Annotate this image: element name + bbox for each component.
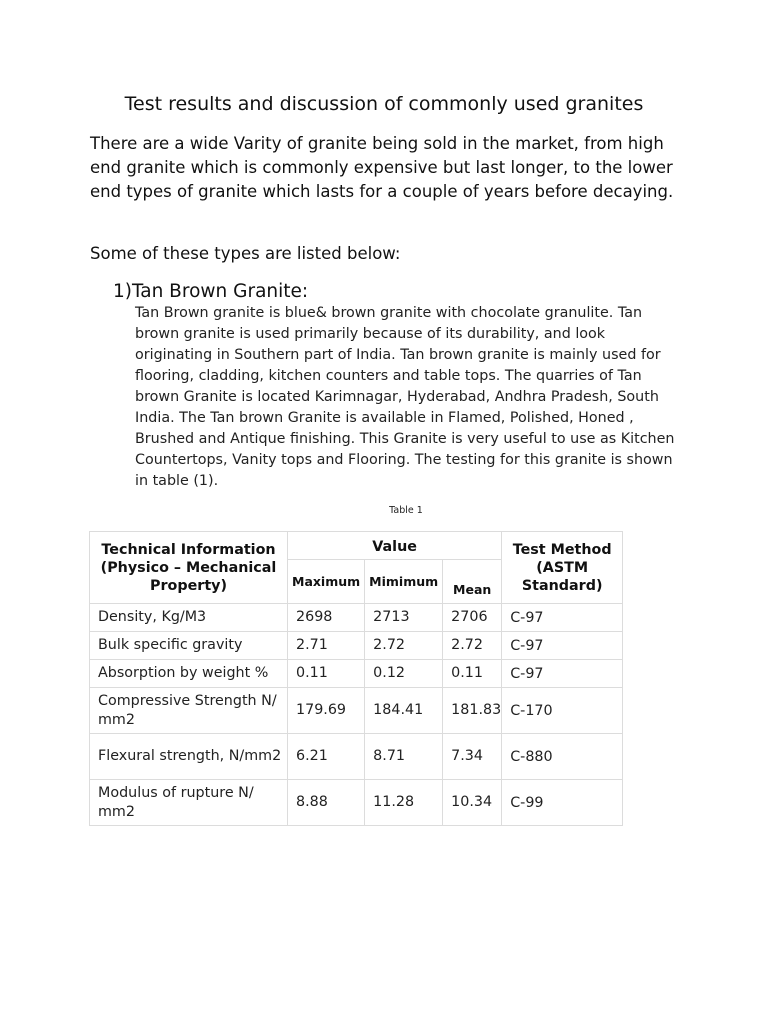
- mean-cell: 2.72: [443, 632, 502, 660]
- property-cell: Bulk specific gravity: [90, 632, 288, 660]
- value-header: Value: [288, 532, 502, 560]
- method-cell: C-170: [502, 688, 623, 734]
- maximum-header: Maximum: [288, 560, 365, 604]
- mean-cell: 0.11: [443, 660, 502, 688]
- table-row: [90, 660, 623, 688]
- maximum-cell: 0.11: [288, 660, 365, 688]
- method-cell: C-99: [502, 780, 623, 826]
- table-caption: Table 1: [389, 505, 423, 516]
- table-row: [90, 632, 623, 660]
- maximum-cell: 2.71: [288, 632, 365, 660]
- section-heading: [113, 280, 308, 304]
- property-cell: Density, Kg/M3: [90, 604, 288, 632]
- minimum-header: Mimimum: [365, 560, 443, 604]
- mean-cell: 7.34: [443, 734, 502, 780]
- minimum-cell: 2713: [365, 604, 443, 632]
- section-number: 1): [113, 281, 132, 302]
- table-row: [90, 780, 623, 826]
- method-cell: C-97: [502, 604, 623, 632]
- minimum-cell: 0.12: [365, 660, 443, 688]
- mean-cell: 2706: [443, 604, 502, 632]
- method-cell: C-97: [502, 660, 623, 688]
- method-cell: C-97: [502, 632, 623, 660]
- properties-table: [89, 531, 623, 826]
- maximum-cell: 179.69: [288, 688, 365, 734]
- mean-header: Mean: [443, 560, 502, 604]
- minimum-cell: 8.71: [365, 734, 443, 780]
- minimum-cell: 11.28: [365, 780, 443, 826]
- maximum-cell: 8.88: [288, 780, 365, 826]
- table-row: [90, 688, 623, 734]
- property-header: Technical Information (Physico – Mechanical Property): [90, 532, 288, 604]
- minimum-cell: 2.72: [365, 632, 443, 660]
- property-cell: Compressive Strength N/ mm2: [90, 688, 288, 734]
- table-row: [90, 734, 623, 780]
- table-row: [90, 604, 623, 632]
- minimum-cell: 184.41: [365, 688, 443, 734]
- table-header-row: [90, 532, 623, 560]
- property-cell: Modulus of rupture N/ mm2: [90, 780, 288, 826]
- section-heading-text: Tan Brown Granite:: [132, 281, 309, 302]
- types-intro-line: Some of these types are listed below:: [90, 244, 401, 263]
- property-cell: Flexural strength, N/mm2: [90, 734, 288, 780]
- mean-cell: 181.83: [443, 688, 502, 734]
- property-cell: Absorption by weight %: [90, 660, 288, 688]
- page-title: Test results and discussion of commonly used granites: [124, 93, 644, 115]
- section-body: Tan Brown granite is blue& brown granite with chocolate granulite. Tan brown granite is used primarily because of its durability, and look originating in Southern part of India. Tan brown granite is mainly used for flooring, cladding, kitchen counters and table tops. The quarries of Tan brown Granite is located Karimnagar, Hyderabad, Andhra Pradesh, South India. The Tan brown Granite is available in Flamed, Polished, Honed , Brushed and Antique finishing. This Granite is very useful to use as Kitchen Countertops, Vanity tops and Flooring. The testing for this granite is shown in table (1).: [135, 305, 675, 489]
- method-cell: C-880: [502, 734, 623, 780]
- maximum-cell: 6.21: [288, 734, 365, 780]
- mean-cell: 10.34: [443, 780, 502, 826]
- method-header: Test Method (ASTM Standard): [502, 532, 623, 604]
- intro-paragraph: There are a wide Varity of granite being sold in the market, from high end granite which is commonly expensive but last longer, to the lower end types of granite which lasts for a couple of years before decaying.: [90, 134, 674, 201]
- maximum-cell: 2698: [288, 604, 365, 632]
